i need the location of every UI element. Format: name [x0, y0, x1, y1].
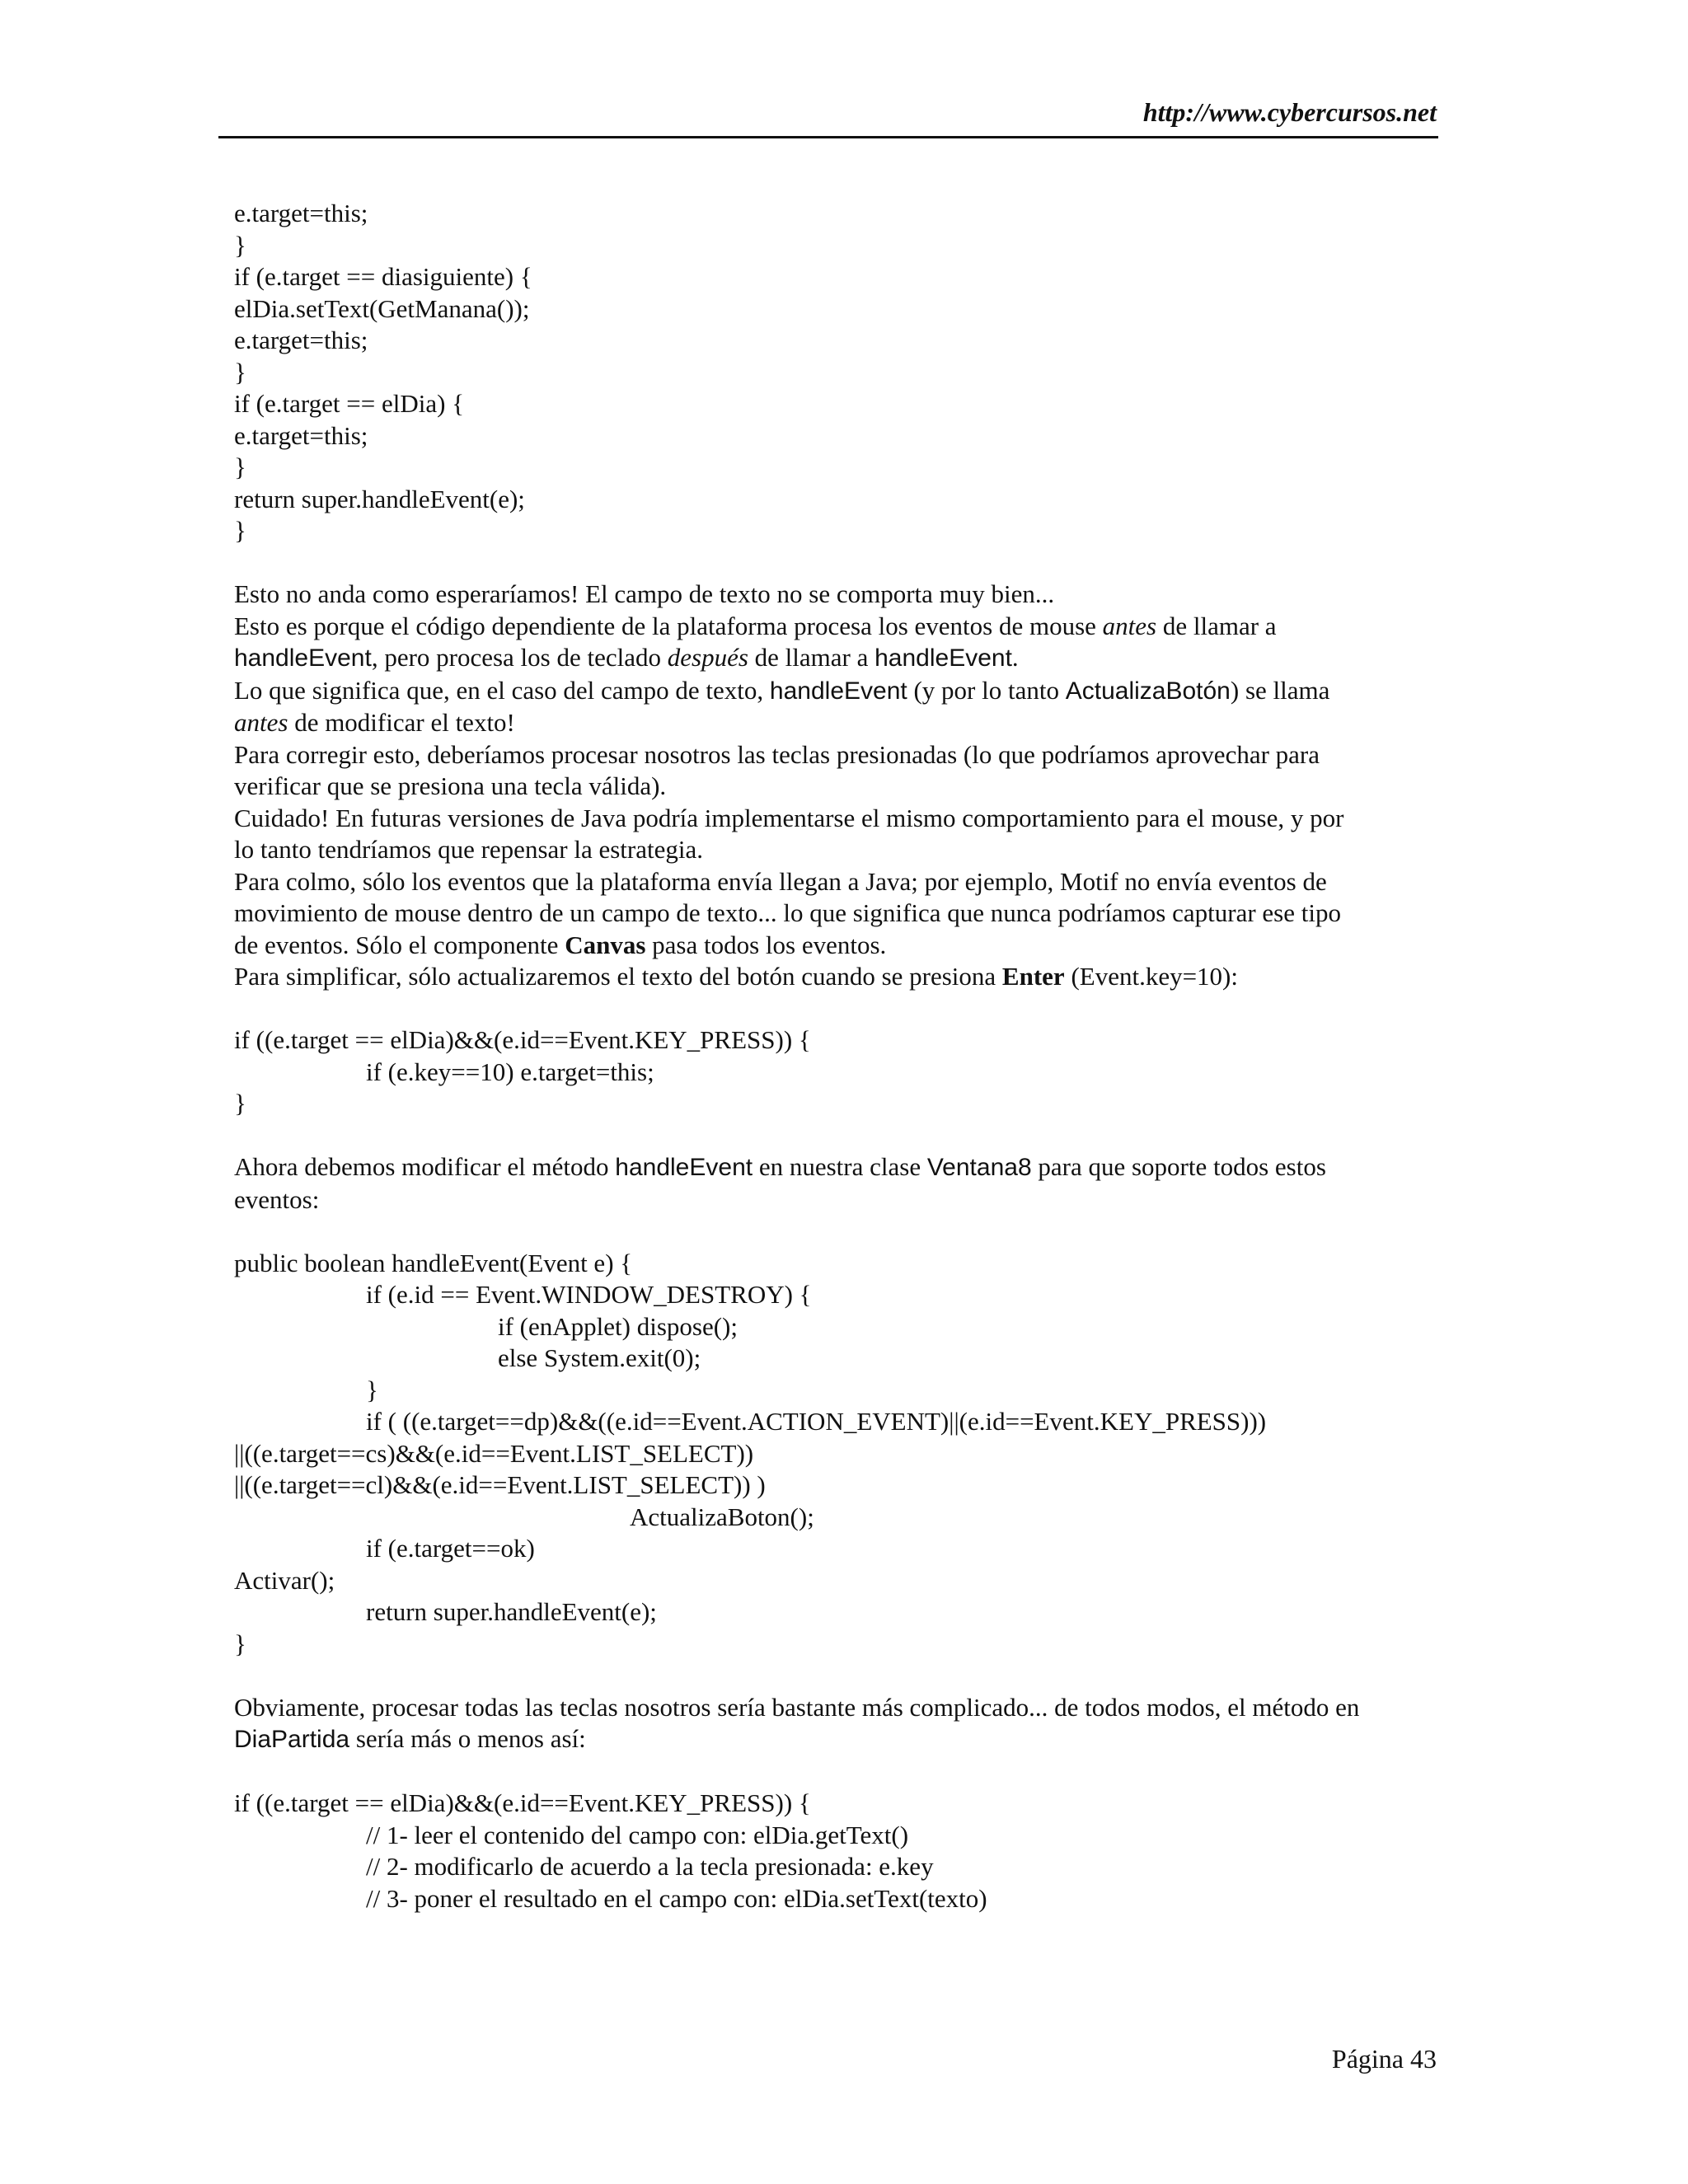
code-line: } [366, 1375, 378, 1404]
code-comment: // 2- modificarlo de acuerdo a la tecla presionada: e.key [366, 1852, 934, 1881]
code-term: handleEvent [874, 644, 1012, 672]
text-run: en nuestra clase [753, 1152, 927, 1181]
code-line: e.target=this; [234, 326, 368, 354]
code-line: elDia.setText(GetManana()); [234, 293, 530, 323]
code-term: ActualizaBotón [1065, 677, 1231, 705]
code-block-4 [234, 1788, 1446, 1915]
text-run: Lo que significa que, en el caso del campo de texto, [234, 675, 770, 705]
text-line: verificar que se presiona una tecla válida). [234, 771, 667, 800]
code-comment: // 3- poner el resultado en el campo con: elDia.setText(texto) [366, 1883, 987, 1913]
text-line [234, 611, 1446, 643]
code-line: if ( ((e.target==dp)&&((e.id==Event.ACTION_EVENT)||(e.id==Event.KEY_PRESS))) [366, 1407, 1267, 1436]
code-term: Ventana8 [926, 1154, 1032, 1181]
code-line: } [234, 516, 246, 545]
text-run: para que soporte todos estos [1031, 1152, 1326, 1181]
text-line: Para corregir esto, deberíamos procesar nosotros las teclas presionadas (lo que podríamos aprovechar para [234, 739, 1320, 769]
code-term: handleEvent [615, 1154, 753, 1181]
text-line [234, 1723, 1446, 1756]
code-line: if (e.target == diasiguiente) { [234, 262, 532, 291]
spacer [234, 1120, 1446, 1152]
text-line: Esto no anda como esperaríamos! El campo de texto no se comporta muy bien... [234, 579, 1055, 608]
italic-run: antes [234, 708, 288, 737]
paragraph-1 [234, 579, 1446, 993]
code-comment: // 1- leer el contenido del campo con: elDia.getText() [366, 1820, 909, 1849]
text-run: Para simplificar, sólo actualizaremos el texto del botón cuando se presiona [234, 962, 1002, 991]
code-term: handleEvent [769, 677, 907, 705]
bold-run: Canvas [565, 930, 646, 959]
text-line: Para colmo, sólo los eventos que la plataforma envía llegan a Java; por ejemplo, Motif no envía eventos de [234, 866, 1327, 896]
code-line: if (enApplet) dispose(); [498, 1311, 738, 1341]
code-term: DiaPartida [234, 1726, 350, 1753]
code-line: if ((e.target == elDia)&&(e.id==Event.KEY_PRESS)) { [234, 1788, 811, 1817]
code-line: return super.handleEvent(e); [234, 484, 525, 513]
text-run: ) se llama [1230, 675, 1330, 705]
bold-run: Enter [1001, 962, 1065, 991]
spacer [234, 547, 1446, 579]
text-run: de eventos. Sólo el componente [234, 930, 565, 959]
text-line: Obviamente, procesar todas las teclas nosotros sería bastante más complicado... de todos modos, el método en [234, 1692, 1360, 1722]
paragraph-2 [234, 1151, 1446, 1216]
text-run: Ahora debemos modificar el método [234, 1152, 616, 1181]
code-line: if ((e.target == elDia)&&(e.id==Event.KEY_PRESS)) { [234, 1025, 811, 1054]
text-line: lo tanto tendríamos que repensar la estrategia. [234, 835, 703, 864]
text-run: de llamar a [1156, 611, 1277, 640]
text-line [234, 675, 1446, 708]
spacer [234, 1216, 1446, 1248]
code-line: Activar(); [234, 1565, 335, 1595]
header-url: http://www.cybercursos.net [1142, 97, 1437, 127]
code-line: } [234, 1629, 246, 1658]
text-run: Esto es porque el código dependiente de la plataforma procesa los eventos de mouse [234, 611, 1103, 640]
text-run: (Event.key=10): [1064, 962, 1238, 991]
spacer [234, 1660, 1446, 1692]
text-line [234, 642, 1446, 675]
code-line: } [234, 230, 246, 260]
text-line: movimiento de mouse dentro de un campo de texto... lo que significa que nunca podríamos capturar ese tipo [234, 898, 1341, 927]
text-line [234, 1151, 1446, 1184]
spacer [234, 1756, 1446, 1788]
text-run: . [1011, 643, 1019, 672]
page-body [234, 198, 1446, 1915]
header-divider [218, 136, 1438, 138]
code-block-3 [234, 1248, 1446, 1661]
code-line: return super.handleEvent(e); [366, 1597, 657, 1626]
text-run: sería más o menos así: [349, 1724, 586, 1753]
code-line: else System.exit(0); [498, 1343, 701, 1372]
code-line: ||((e.target==cl)&&(e.id==Event.LIST_SELECT)) ) [234, 1470, 766, 1499]
code-line: e.target=this; [234, 199, 368, 227]
text-line [234, 961, 1446, 993]
code-line: ActualizaBoton(); [630, 1502, 814, 1531]
code-line: public boolean handleEvent(Event e) { [234, 1248, 633, 1277]
text-run: pasa todos los eventos. [645, 930, 887, 959]
page-number: Página 43 [1331, 2044, 1437, 2074]
text-run: (y por lo tanto [907, 675, 1066, 705]
text-run: , pero procesa los de teclado [371, 643, 668, 672]
code-line: e.target=this; [234, 420, 368, 450]
code-line: if (e.target == elDia) { [234, 389, 465, 418]
code-block-2 [234, 1024, 1446, 1120]
text-line [234, 930, 1446, 962]
text-run: de llamar a [748, 643, 875, 672]
code-line: if (e.key==10) e.target=this; [366, 1057, 654, 1086]
code-line: } [234, 452, 246, 481]
code-line: } [234, 1089, 246, 1118]
code-term: handleEvent [234, 644, 372, 672]
italic-run: antes [1102, 611, 1157, 640]
code-line: } [234, 357, 246, 387]
code-line: if (e.id == Event.WINDOW_DESTROY) { [366, 1280, 812, 1309]
code-line: ||((e.target==cs)&&(e.id==Event.LIST_SELECT)) [234, 1438, 754, 1468]
code-block-1 [234, 198, 1446, 547]
text-line [234, 707, 1446, 739]
italic-run: después [667, 643, 748, 672]
text-line: Cuidado! En futuras versiones de Java podría implementarse el mismo comportamiento para el mouse, y por [234, 803, 1344, 832]
paragraph-3 [234, 1692, 1446, 1756]
code-line: if (e.target==ok) [366, 1534, 535, 1563]
spacer [234, 993, 1446, 1025]
text-run: de modificar el texto! [288, 708, 515, 737]
text-line: eventos: [234, 1184, 320, 1214]
